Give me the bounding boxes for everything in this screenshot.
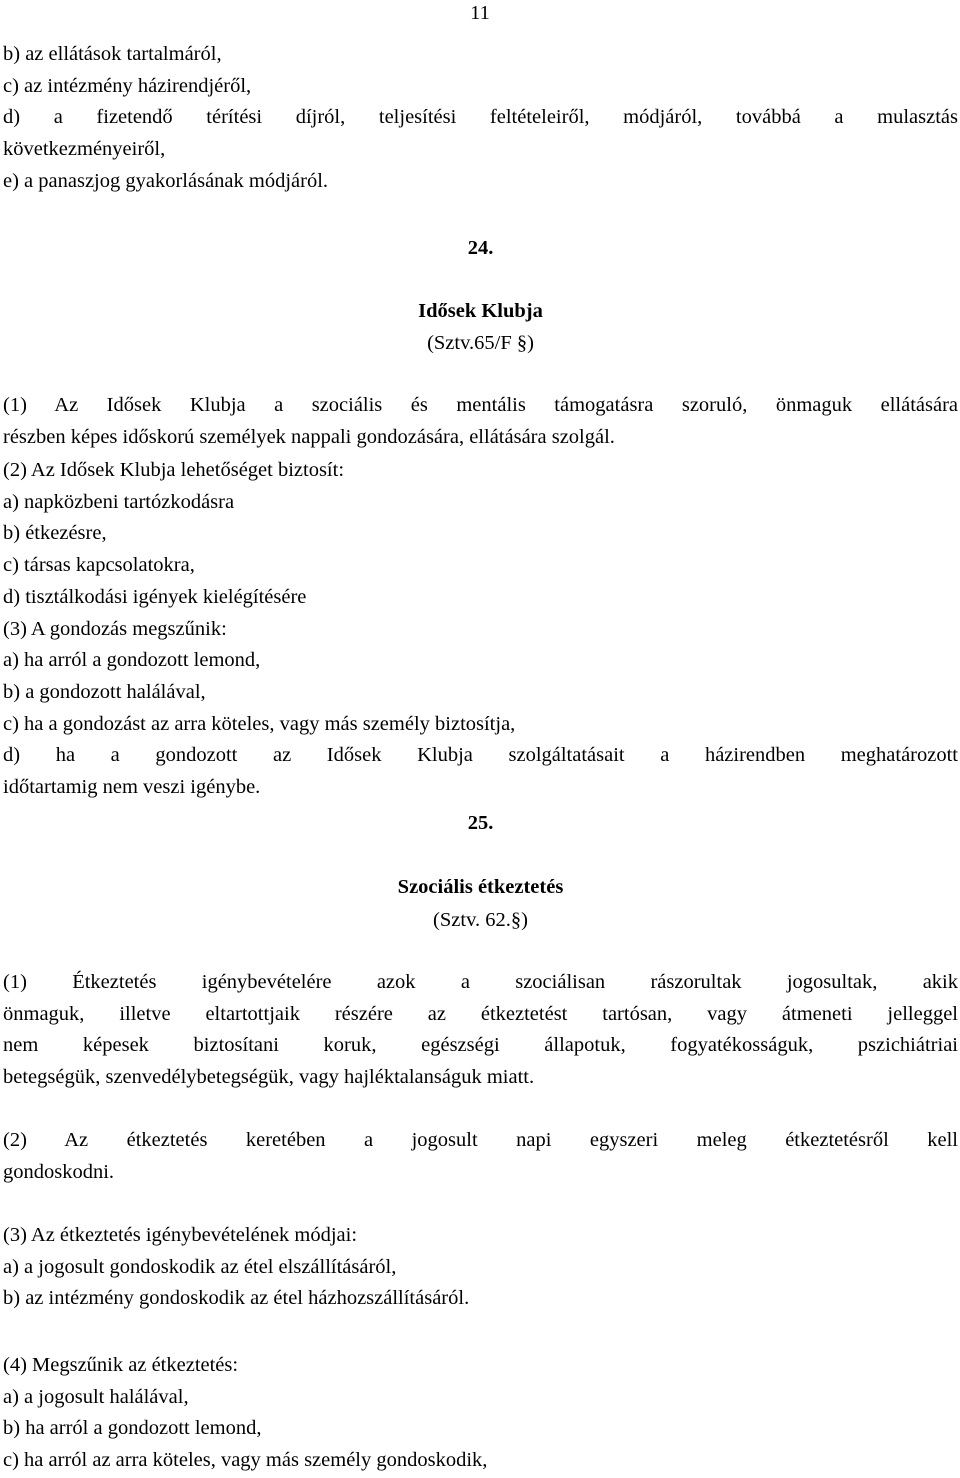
paragraph-line: önmaguk, illetve eltartottjaik részére az étkeztetést tartósan, vagy átmeneti jelleggel [3, 1002, 958, 1025]
list-item: a) a jogosult gondoskodik az étel elszállításáról, [3, 1255, 397, 1278]
paragraph-line: részben képes időskorú személyek nappali gondozására, ellátására szolgál. [3, 425, 615, 448]
paragraph-line: gondoskodni. [3, 1160, 115, 1183]
section-24-paragraph-1 [3, 390, 958, 453]
list-item: c) társas kapcsolatokra, [3, 554, 195, 577]
section-25-paragraph-3 [3, 1220, 958, 1315]
list-item: a) napközbeni tartózkodásra [3, 490, 235, 513]
list-item: b) a gondozott halálával, [3, 680, 206, 703]
list-item: c) ha arról az arra köteles, vagy más személy gondoskodik, [3, 1449, 488, 1472]
paragraph-line: (2) Az étkeztetés keretében a jogosult napi egyszeri meleg étkeztetésről kell [3, 1129, 958, 1151]
list-item: (3) A gondozás megszűnik: [3, 617, 227, 640]
section-25-paragraph-1 [3, 967, 958, 1094]
list-item: a) a jogosult halálával, [3, 1385, 189, 1408]
list-item: b) az intézmény gondoskodik az étel házhozszállításáról. [3, 1287, 470, 1310]
section-24-list [3, 455, 958, 804]
paragraph-line: nem képesek biztosítani koruk, egészségi állapotuk, fogyatékosságuk, pszichiátriai [3, 1034, 958, 1057]
list-item: c) ha a gondozást az arra köteles, vagy más személy biztosítja, [3, 712, 516, 735]
section-25-paragraph-2 [3, 1125, 958, 1188]
list-item: időtartamig nem veszi igénybe. [3, 776, 261, 799]
list-item: e) a panaszjog gyakorlásának módjáról. [3, 169, 329, 192]
section-24-reference: (Sztv.65/F §) [427, 332, 534, 354]
intro-list [3, 39, 958, 198]
paragraph-line: (1) Az Idősek Klubja a szociális és mentális támogatásra szoruló, önmaguk ellátására [3, 394, 958, 416]
list-item: következményeiről, [3, 138, 166, 161]
page-number: 11 [470, 2, 490, 24]
list-item: b) ha arról a gondozott lemond, [3, 1417, 262, 1440]
list-item: d) ha a gondozott az Idősek Klubja szolgáltatásait a házirendben meghatározott [3, 744, 958, 767]
paragraph-line: (3) Az étkeztetés igénybevételének módjai: [3, 1224, 358, 1246]
list-item: b) étkezésre, [3, 522, 107, 545]
list-item: b) az ellátások tartalmáról, [3, 43, 222, 65]
paragraph-line: betegségük, szenvedélybetegségük, vagy hajléktalanságuk miatt. [3, 1066, 535, 1089]
section-25-paragraph-4 [3, 1350, 958, 1477]
section-24-number: 24. [467, 237, 494, 259]
paragraph-line: (4) Megszűnik az étkeztetés: [3, 1354, 239, 1376]
paragraph-line: (1) Étkeztetés igénybevételére azok a szociálisan rászorultak jogosultak, akik [3, 971, 958, 993]
list-item: a) ha arról a gondozott lemond, [3, 649, 261, 672]
list-item: d) a fizetendő térítési díjról, teljesítési feltételeiről, módjáról, továbbá a mulasztás [3, 106, 958, 129]
list-item: (2) Az Idősek Klubja lehetőséget biztosít: [3, 459, 345, 481]
list-item: d) tisztálkodási igények kielégítésére [3, 585, 307, 608]
section-25-reference: (Sztv. 62.§) [433, 909, 528, 931]
section-24-title: Idősek Klubja [418, 300, 543, 322]
section-25-number: 25. [467, 812, 494, 834]
list-item: c) az intézmény házirendjéről, [3, 74, 252, 97]
section-25-title: Szociális étkeztetés [397, 876, 564, 898]
